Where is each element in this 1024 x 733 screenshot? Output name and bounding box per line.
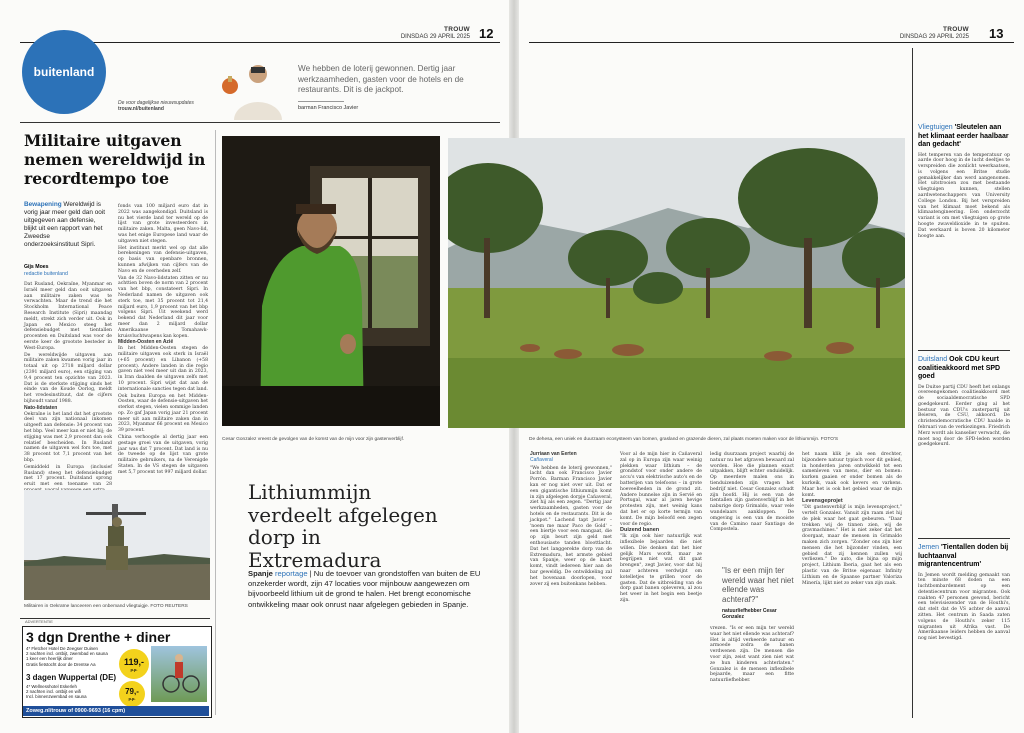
military-lede xyxy=(24,201,106,249)
ad-line-3: 1 keer een heerlijk diner xyxy=(26,656,73,662)
lithium-col-1 xyxy=(530,452,612,587)
section-url[interactable]: trouw.nl/buitenland xyxy=(118,106,164,112)
ad-image-drawing xyxy=(151,646,207,702)
section-label: buitenland xyxy=(33,65,95,79)
brief-3-heading xyxy=(918,544,1010,570)
military-body-3: Oekraïne is het land dat het grootste deel van zijn nationaal inkomen uitgeeft aan defensie: 34 procent van het bbp. Veel meer kan er niet bij; de stijging was met 2,9 procent dan ook relatief bescheiden. In Rusland namen de uitgaven wel fors toe, met 38 procent tot 7,1 procent van het bbp. xyxy=(24,411,112,463)
ad-title: 3 dgn Drenthe + diner xyxy=(26,629,171,645)
lithium-headline: Lithiummijn verdeelt afgelegen dorp in Extremadura xyxy=(248,480,438,572)
lithium-subhead-1: Duizend banen xyxy=(620,527,660,534)
advertisement[interactable] xyxy=(22,619,212,718)
ad-image xyxy=(151,646,207,702)
lithium-col3b-text: vrezen. "Is er een mijn ter wereld waar het niet ellende was achteraf? Het is altijd verkeerde natuur en armoede zodra de banen verdwenen zijn. De mensen die voor zijn, zeist want zien niet wat ze hun kinderen achterlaten." Gonzalez is de mensen inflexibele bejaarde, maar een fitte natuurliefhebber. xyxy=(710,626,794,684)
lithium-col4b-text: "Dit gastenverblijf is mijn levensproject," vertelt Gonzalez. Vanuit zijn raam ziet hij de plek waar het gaat gebeuren. "Daar trekken wij de tinnen zien, wij de gravmachines." Het is niet zeker dat het doorgaat, maar de mensen in Grimaldo maken zich zorgen. "Zonder ons zijn hier mensen die het bijzonder vinden, een gebied dat zij kennen zullen wij verliezen." De auto, die bijna op mijn project, Lithium Iberia, gaat het als een plastic van de Britse eigenaar. Infinity Lithium en de Spaanse partner Valoriza Minería, lijkt niet zo zeker van zijn zaak. xyxy=(802,505,902,586)
lithium-kicker: Spanje xyxy=(248,569,273,578)
brief-3-headline: 'Tientallen doden bij luchtaanval migrantencentrum' xyxy=(918,544,1009,568)
military-body-4: Gemiddeld in Europa (inclusief Rusland) steeg het defensiebudget met 17 procent. Duitsland sprong eruit met een toename van 28 xyxy=(24,464,112,488)
issue-date-right: DINSDAG 29 APRIL 2025 xyxy=(899,34,969,40)
brief-2-heading xyxy=(918,356,1010,382)
military-author: Gijs Moes xyxy=(24,264,49,270)
page-number-right: 13 xyxy=(989,26,1004,41)
military-author-role: redactie buitenland xyxy=(24,270,68,277)
ad-title-2: 3 dagen Wuppertal (DE) xyxy=(26,673,117,682)
sidebar-brief-2 xyxy=(918,356,1010,448)
drone-photo-caption: Militairen in Oekraïne lanceeren een onbemand vliegtuigje. FOTO REUTERS xyxy=(24,604,188,609)
lithium-kicker-sep: | xyxy=(309,569,312,578)
ad-offer-2 xyxy=(26,684,126,700)
military-col2-6: China verhoogde al dertig jaar een gestage groei van de uitgaven, vorig jaar was dat 7 procent. Dat land is nu de tweede op de lijst van grote militaire gebruikers, na de Verenigde Staten. In de VS stegen de uitgaven met 5,7 procent tot 997 miljard dollar. xyxy=(118,435,208,475)
military-byline xyxy=(24,264,106,277)
quote-author: barman Francisco Javier xyxy=(298,104,359,111)
sidebar-divider xyxy=(912,48,913,718)
left-page xyxy=(0,0,509,733)
military-col-1 xyxy=(24,282,112,494)
dehesa-photo xyxy=(448,138,905,428)
ad-footer[interactable]: Zoweg.nl/trouw of 0900-9693 (16 cpm) xyxy=(23,706,209,716)
military-body-1: Dat Rusland, Oekraïne, Myanmar en Israël meer geld dan ooit uitgaven aan militaire zaken was te verwachten. Maar de trend die het Stockholm International Peace Research Institute (Sipri) maandag meldt, strekt zich verder uit. Ook in Japan en Mexico steeg het defensiebudget met tientallen procenten en Duitsland was voor de eerste keer de grootste besteder in West-Europa. xyxy=(24,282,112,351)
brief-3-body: In Jemen wordt melding gemaakt van ten minste 68 doden na een luchtbombardement op een detentiecentrum voor migranten. Ook raakten 47 personen gewond, bericht een televisiezender van de Houthi's, dat stelt dat de VS achter de aanval zitten. Het centrum in Saada zaten volgens de Houthi's zeker 115 migranten uit Afrika vast. De Amerikaanse leiders hebben de aanval nog niet bevestigd. xyxy=(918,572,1010,642)
ad-price-2-badge xyxy=(119,681,145,707)
ad-line-2-2: 2 nachten incl. ontbijt en wifi xyxy=(26,689,81,695)
ad-line-1: 4* Fletcher Hotel De Zeegser Duinen xyxy=(26,646,98,651)
pull-quote xyxy=(722,566,794,620)
brief-1-body: Het temperen van de temperatuur op aarde door hoog in de lucht deeltjes te verspreiden die zonlicht weerkaatsen, is volgens een Britse studie gemakkelijker dan werd aangenomen. Het uitstrooien zou met bestaande vliegtuigen kunnen, stellen aardwetenschappers van University College London. Bij het verspreiden van het klimaat moet bekend als klimaatengineering. Een onderzocht variant is om met vliegtuigen op grote hoogte zwaveldioxide in te spuiten. Dat werkaard is boven 20 kilometer hoogte aan. xyxy=(918,152,1010,239)
brief-2-kicker: Duitsland xyxy=(918,356,948,363)
top-section-rule xyxy=(20,122,500,123)
military-subhead-1: Nato-lidstaten xyxy=(24,404,58,411)
tagline-text: De voor dagelijkse nieuwsupdates xyxy=(118,100,194,106)
left-page-header xyxy=(380,26,470,41)
military-col2-1: fonds van 100 miljard euro dat in 2022 was aangekondigd. Duitsland is nu het vierde land ter wereld op de lijst van grote investeerders in militaire zaken. Malta, geen Navo-lid, was het enige Europese land waar de uitgaven niet stegen. xyxy=(118,204,208,244)
brief-2-headline: Ook CDU keurt coalitieakkoord met SPD goed xyxy=(918,356,1001,380)
lithium-col-2 xyxy=(620,452,702,604)
ad-line-2: 2 nachten incl. ontbijt, zwembad en sauna xyxy=(26,651,108,657)
lithium-col2b-text: "Ik zijn ook hier natuurlijk wat inflexibele bejaarden die niet willen. Die denken dat het hier gelijk Mars wordt, maar ze begrijpen niet wat dit gaat brengen", zegt Javier, voor dat hij naar achteren verdwijnt om kotelletjes te grillen voor de gasten. Dat de uitbreiding van de dorp gaat banen opleveren, al zou het weer in het begin een beetje zijn. xyxy=(620,534,702,603)
gonzalez-photo-caption: Cesar Gonzalez vreest de gevolgen van de komst van de mijn voor zijn gastenverblijf. xyxy=(222,437,405,442)
ad-price-2: 79,- xyxy=(125,687,139,696)
ad-line-2-3: Incl. binnenzwembad en sauna xyxy=(26,694,87,700)
military-subhead-2: Midden-Oosten en Azië xyxy=(118,339,174,346)
lithium-subhead-2: Levensgeprojet xyxy=(802,498,843,505)
quote-rule xyxy=(298,101,344,102)
military-col2-2: Het instituut merkt wel op dat alle berekeningen van defensie-uitgaven, op basis van openbare bronnen, kunnen afwijken van cijfers van de Navo en de overheden zelf. xyxy=(118,245,208,274)
military-col2-5: Ook buiten Europa en het Midden-Oosten, waar de defensie-uitgaven het sterkst stegen, vielen sommige landen op. Zo gaf Japan vorig jaar 21 procent meer uit aan militaire zaken dan in 2023, Myanmar 66 procent en Mexico 39 procent. xyxy=(118,393,208,434)
sidebar-rule-2 xyxy=(918,538,1010,539)
section-tagline xyxy=(118,100,213,112)
military-col2-3: Van de 32 Navo-lidstaten zitten er nu achttien boven de norm van 2 procent van het bbp, constateert Sipri. In Nederland namen de uitgaven ook sterk toe, met 35 procent tot 21,4 miljard euro, 1,9 procent van het bbp volgens Sipri. Uit weekend werd bekend dat Nederland dit jaar voor meer dan 2 miljard dollar Amerikaanse Tomahawk-kruisvluchtwapens kan kopen. xyxy=(118,275,208,339)
ad-price-1-note: p.p. xyxy=(130,666,138,672)
masthead: TROUW xyxy=(443,26,470,33)
barman-portrait xyxy=(216,50,286,120)
lithium-author: Jurriaan van Eerten xyxy=(530,451,577,457)
dehesa-photo-drawing xyxy=(448,138,905,428)
pull-quote-text: "Is er een mijn ter wereld waar het niet ellende was achteraf?" xyxy=(722,566,794,604)
lithium-lede xyxy=(248,569,488,610)
section-badge xyxy=(22,30,106,114)
military-col2-4: In het Midden-Oosten stegen de militaire uitgaven ook sterk in Israël (+65 procent) en Libanon (+58 procent). Andere landen in die regio gaven niet veel meer uit dan in 2023, in Iran daalden de uitgaven zelfs met 10 procent. Sipri wijst dat aan de internationale sancties tegen dat land. xyxy=(118,346,208,392)
drone-photo xyxy=(24,490,210,600)
masthead-right: TROUW xyxy=(942,26,969,33)
gonzalez-photo xyxy=(222,136,440,426)
lithium-author-place: Cañaveral xyxy=(530,456,553,463)
brief-2-body: De Duitse partij CDU heeft het onlangs overeengekomen coalitieakkoord met de sociaaldemocratische SPD goedgekeurd. Eerder ging al het bestuur van CDU's zusterpartij uit Beieren, de CSU, akkoord. De christendemocratische CDU haalde in februari van de verkiezingen. Friedrich Merz wordt als kanselier verwacht, die moet nog door de SPD-leden worden goedgekeurd. xyxy=(918,384,1010,448)
pull-quote-author: natuurliefhebber Cesar Gonzalez xyxy=(722,608,777,620)
page-number: 12 xyxy=(479,26,494,41)
sidebar-brief-3 xyxy=(918,544,1010,642)
ad-line-2-1: 4* Wellnesshotel Eskerleh xyxy=(26,684,77,689)
ad-price-2-note: p.p. xyxy=(128,696,136,701)
drone-photo-drawing xyxy=(24,490,210,600)
quote-block xyxy=(298,64,488,111)
sidebar-rule-1 xyxy=(918,350,1010,351)
lithium-col1-text: "We hebben de loterij gewonnen," lacht dan ook Francisco Javier Porrón. Barman Francisco Javier kan er nog niet over uit. Dat er een gigantische lithiummijn komt in zijn afgelegen dorpje Cañaveral, ziet hij als een zegen. "Dertig jaar werkzaamheden, gasten voor de hotels en de restaurants. Dit is de jackpot." Lachend tapt Javier – 'noem me maar Paco de Gold' – een biertje voor een mangaat, die op zijn beurt zijn geld met enthousiaste tanden bloottlacht. Dat het langgerekte dorp van de Extremadura, het armste gebied van Spanje, weer op de kaart komt, vindt iedereen hier aan de bar geweldig. De ontwikkeling zal het bovenaan doorlopen, voor zover zij een buitenkans hebben. xyxy=(530,465,612,587)
barman-portrait-drawing xyxy=(216,50,286,120)
quote-text: We hebben de loterij gewonnen. Dertig jaar werkzaamheden, gasten voor de hotels en de restaurants. Dit is de jackpot. xyxy=(298,64,464,94)
military-kicker: Bewapening xyxy=(24,201,62,208)
brief-1-kicker: Vliegtuigen xyxy=(918,124,953,131)
military-lede-text: Wereldwijd is vorig jaar meer geld dan ooit uitgegeven aan defensie, blijkt uit een rapport van het Zweedse onderzoeksinstituut Sipri. xyxy=(24,201,105,248)
ad-price-1: 119,- xyxy=(123,656,145,667)
brief-1-headline: 'Sleutelen aan het klimaat eerder haalbaar dan gedacht' xyxy=(918,124,1009,148)
left-column-divider xyxy=(215,130,216,715)
lithium-col-3b xyxy=(710,626,794,684)
gonzalez-photo-drawing xyxy=(222,136,440,426)
military-col-2 xyxy=(118,204,208,476)
ad-label: ADVERTENTIE xyxy=(25,619,53,624)
lithium-col2-text: Voor al de mijn hier in Cañaveral zal op in Europa zijn waar weinig plekken waar lithium – de grondstof voor onder andere de accu's van elektrische auto's en de batterijen van telefoons – in grote hoeveelheden in de grond zit. Andere bunnelse zijn in Servië en Portugal, waar al jaren hevige protesten zijn, met weinig kans dat het er op korte termijn van komt. De mijn beloofd een zegen voor de regio. xyxy=(620,452,702,527)
military-body-2: De wereldwijde uitgaven aan militaire zaken kwamen vorig jaar in totaal uit op 2718 miljard dollar (2391 miljard euro), een stijging van 9,4 procent ten opzichte van 2023. Dat is de sterkste stijging sinds het einde van de Koude Oorlog, meldt het vredesinstituut, dat de cijfers bijhoudt vanaf 1988. xyxy=(24,352,112,404)
ad-line-4: Gratis fietstocht door de Drentse Aa xyxy=(26,661,96,667)
lithium-col-4 xyxy=(802,452,902,586)
right-page-header xyxy=(879,26,969,41)
issue-date: DINSDAG 29 APRIL 2025 xyxy=(400,34,470,40)
lithium-col3-text: ledig duurzaam project waarbij de natuur nu het afgraven bewaard zal worden. Hoe die plannen exact uitpakken, blijft echter onduidelijk. Op meerdere malen ons in tienduizenden zijn vragen het bedrijf niet. Cesar Gonzalez schudt zijn hoofd. Hij is een van de tientallen zijn gastenverblijf in het naburige dorp Grimaldo, waar vele wandelaars aankloppen. De omgeving is een van de mooiste van de Camino naar Santiago de Compostela. xyxy=(710,452,794,533)
lithium-lede-text: Nu de toevoer van grondstoffen van buiten de EU onzekerder wordt, zijn 47 locaties voor mijnbouw aangewezen om bijvoorbeeld lithium uit de grond te halen. Het brengt economische ontwikkeling maar ook onrust naar afgelegen gebieden in Spanje. xyxy=(248,569,481,609)
ad-price-1-badge xyxy=(119,649,149,679)
lithium-kicker-type: reportage xyxy=(275,569,308,578)
lithium-col-3 xyxy=(710,452,794,533)
military-headline: Militaire uitgaven nemen wereldwijd in recordtempo toe xyxy=(24,131,206,188)
brief-1-heading xyxy=(918,124,1010,150)
sidebar-brief-1 xyxy=(918,124,1010,239)
brief-3-kicker: Jemen xyxy=(918,544,940,551)
lithium-col4-text: het naam klik je als een drechter, bijzondere natuur typisch voor dit gebied, in honderden jaren ontwikkeld tot een samenleven van mens, dier en bomen: kurken gaaien er onder bomen als de kurkeik, vaak ook kevers en varkens. Maar het is ook het gebied waar de mijn komt. xyxy=(802,452,902,498)
header-rule-right xyxy=(529,42,1014,43)
dehesa-photo-caption: De dehesa, een uniek en duurzaam ecosysteem van bomen, grasland en grazende dieren, zal plaats moeten maken voor de lithiummijn. FOTO'S xyxy=(529,437,839,442)
